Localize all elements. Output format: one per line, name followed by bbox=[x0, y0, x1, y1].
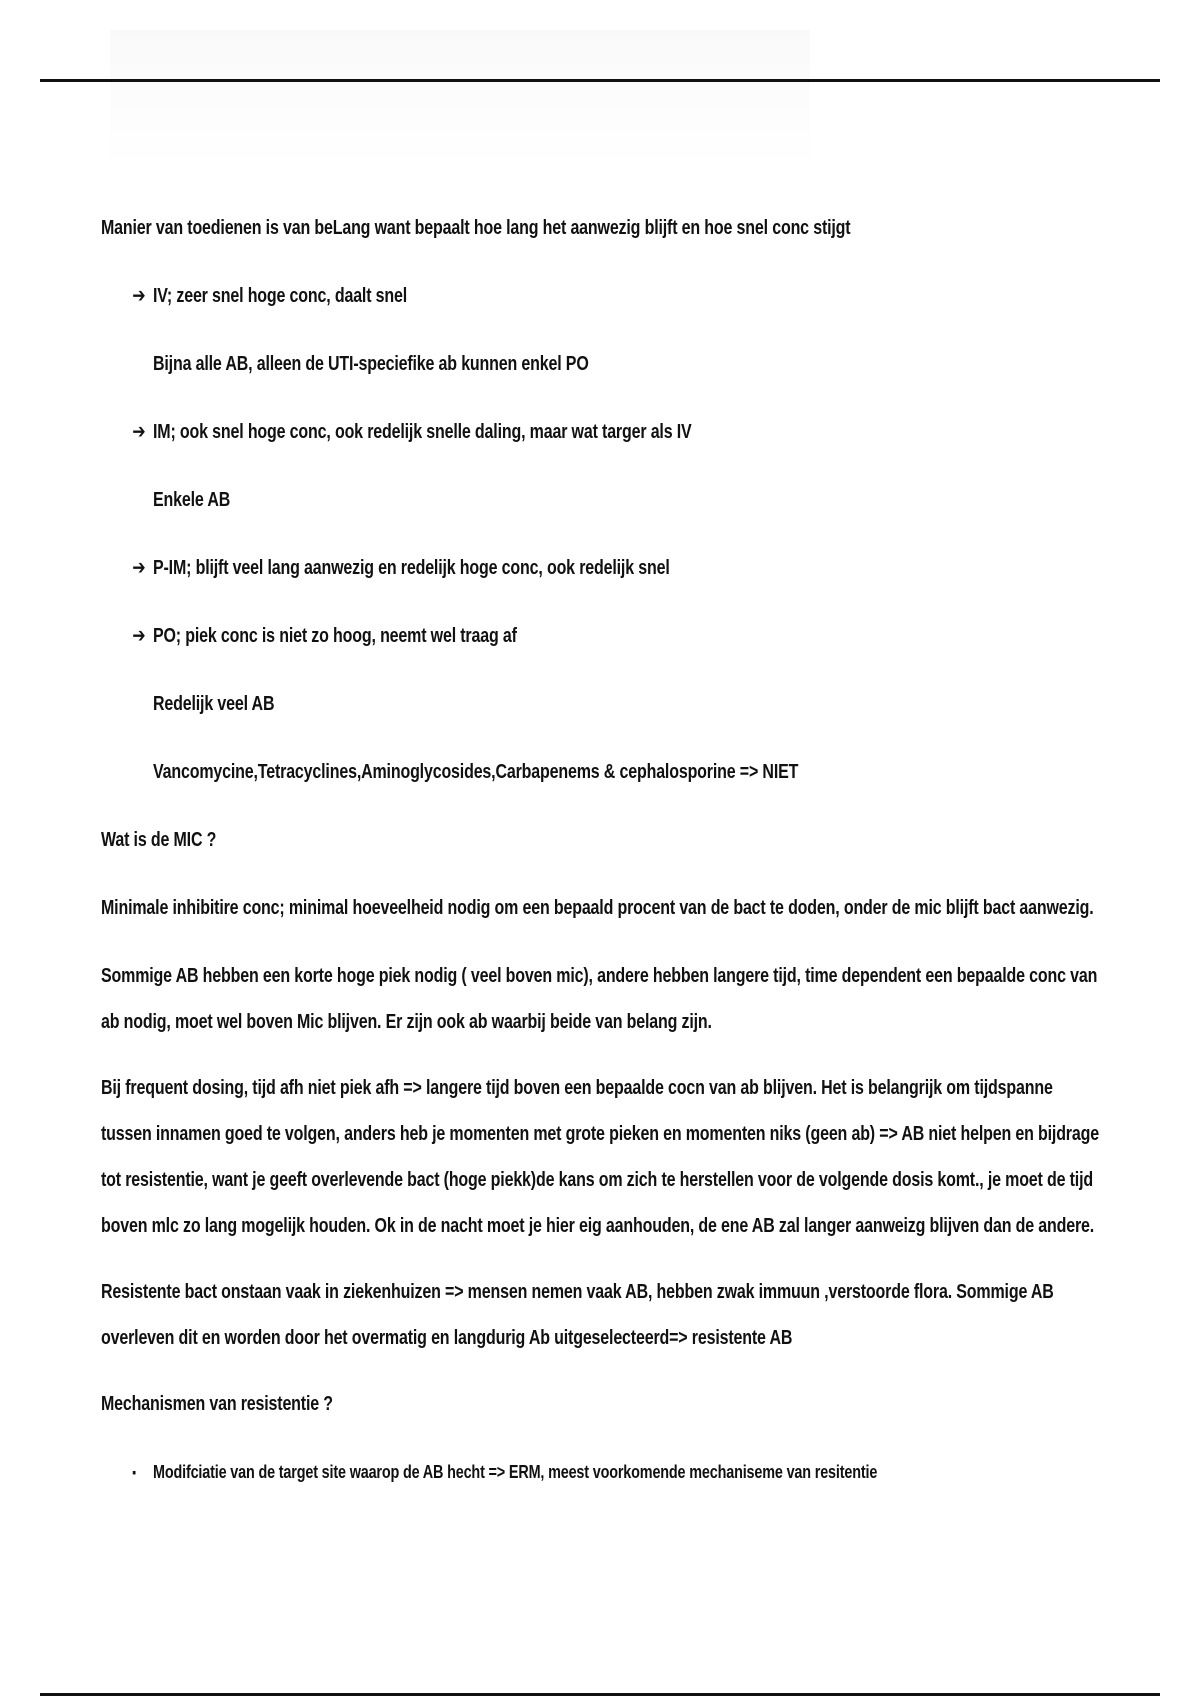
route-pim bbox=[132, 545, 911, 591]
intro-line: Manier van toedienen is van beLang want bepaalt hoe lang het aanwezig blijft en hoe snel conc stijgt bbox=[101, 217, 851, 239]
paragraph-frequent-dosing: Bij frequent dosing, tijd afh niet piek afh => langere tijd boven een bepaalde cocn van ab blijven. Het is belangrijk om tijdspanne tussen innamen goed te volgen, anders heb je momenten met grote pieken en momenten niks (geen ab) => AB niet helpen en bijdrage tot resistentie, want je geeft overlevende bact (hoge piekk)de kans om zich te herstellen voor de volgende dosis komt., je moet de tijd boven mlc zo lang mogelijk houden. Ok in de nacht moet je hier eig aanhouden, de ene AB zal langer aanweizg blijven dan de andere. bbox=[101, 1077, 1099, 1237]
header-rule bbox=[40, 79, 1160, 82]
question-mic: Wat is de MIC ? bbox=[101, 829, 217, 851]
route-po-note: Redelijk veel AB bbox=[153, 693, 275, 715]
route-po-text: PO; piek conc is niet zo hoog, neemt wel traag af bbox=[153, 625, 517, 647]
route-iv bbox=[132, 273, 911, 319]
route-im-text: IM; ook snel hoge conc, ook redelijk snelle daling, maar wat targer als IV bbox=[153, 421, 692, 443]
dot-bullet-icon: ▪ bbox=[132, 1464, 137, 1480]
route-pim-text: P-IM; blijft veel lang aanwezig en redelijk hoge conc, ook redelijk snel bbox=[153, 557, 670, 579]
bullet-target-site bbox=[132, 1449, 911, 1495]
bullet-target-site-text: Modifciatie van de target site waarop de AB hecht => ERM, meest voorkomende mechaniseme van resitentie bbox=[153, 1462, 878, 1482]
arrow-bullet-icon: ➔ bbox=[132, 285, 146, 307]
route-po-exceptions: Vancomycine,Tetracyclines,Aminoglycosides,Carbapenems & cephalosporine => NIET bbox=[153, 761, 799, 783]
route-iv-text: IV; zeer snel hoge conc, daalt snel bbox=[153, 285, 408, 307]
paragraph-peak-vs-time: Sommige AB hebben een korte hoge piek nodig ( veel boven mic), andere hebben langere tijd, time dependent een bepaalde conc van ab nodig, moet wel boven Mic blijven. Er zijn ook ab waarbij beide van belang zijn. bbox=[101, 965, 1098, 1033]
paragraph-hospital-resistance: Resistente bact onstaan vaak in ziekenhuizen => mensen nemen vaak AB, hebben zwak immuun ,verstoorde flora. Sommige AB overleven dit en worden door het overmatig en langdurig Ab uitgeselecteerd=> resistente AB bbox=[101, 1281, 1054, 1349]
route-im bbox=[132, 409, 911, 455]
route-iv-note: Bijna alle AB, alleen de UTI-speciefike ab kunnen enkel PO bbox=[153, 353, 589, 375]
question-mechanisms: Mechanismen van resistentie ? bbox=[101, 1393, 333, 1415]
footer-rule bbox=[40, 1693, 1160, 1696]
paragraph-mic-definition: Minimale inhibitire conc; minimal hoeveelheid nodig om een bepaald procent van de bact te doden, onder de mic blijft bact aanwezig. bbox=[101, 897, 1094, 919]
route-po bbox=[132, 613, 911, 659]
arrow-bullet-icon: ➔ bbox=[132, 557, 146, 579]
notes-content bbox=[101, 205, 1101, 1495]
arrow-bullet-icon: ➔ bbox=[132, 625, 146, 647]
faded-header-artifact bbox=[110, 30, 810, 170]
arrow-bullet-icon: ➔ bbox=[132, 421, 146, 443]
route-im-note: Enkele AB bbox=[153, 489, 231, 511]
